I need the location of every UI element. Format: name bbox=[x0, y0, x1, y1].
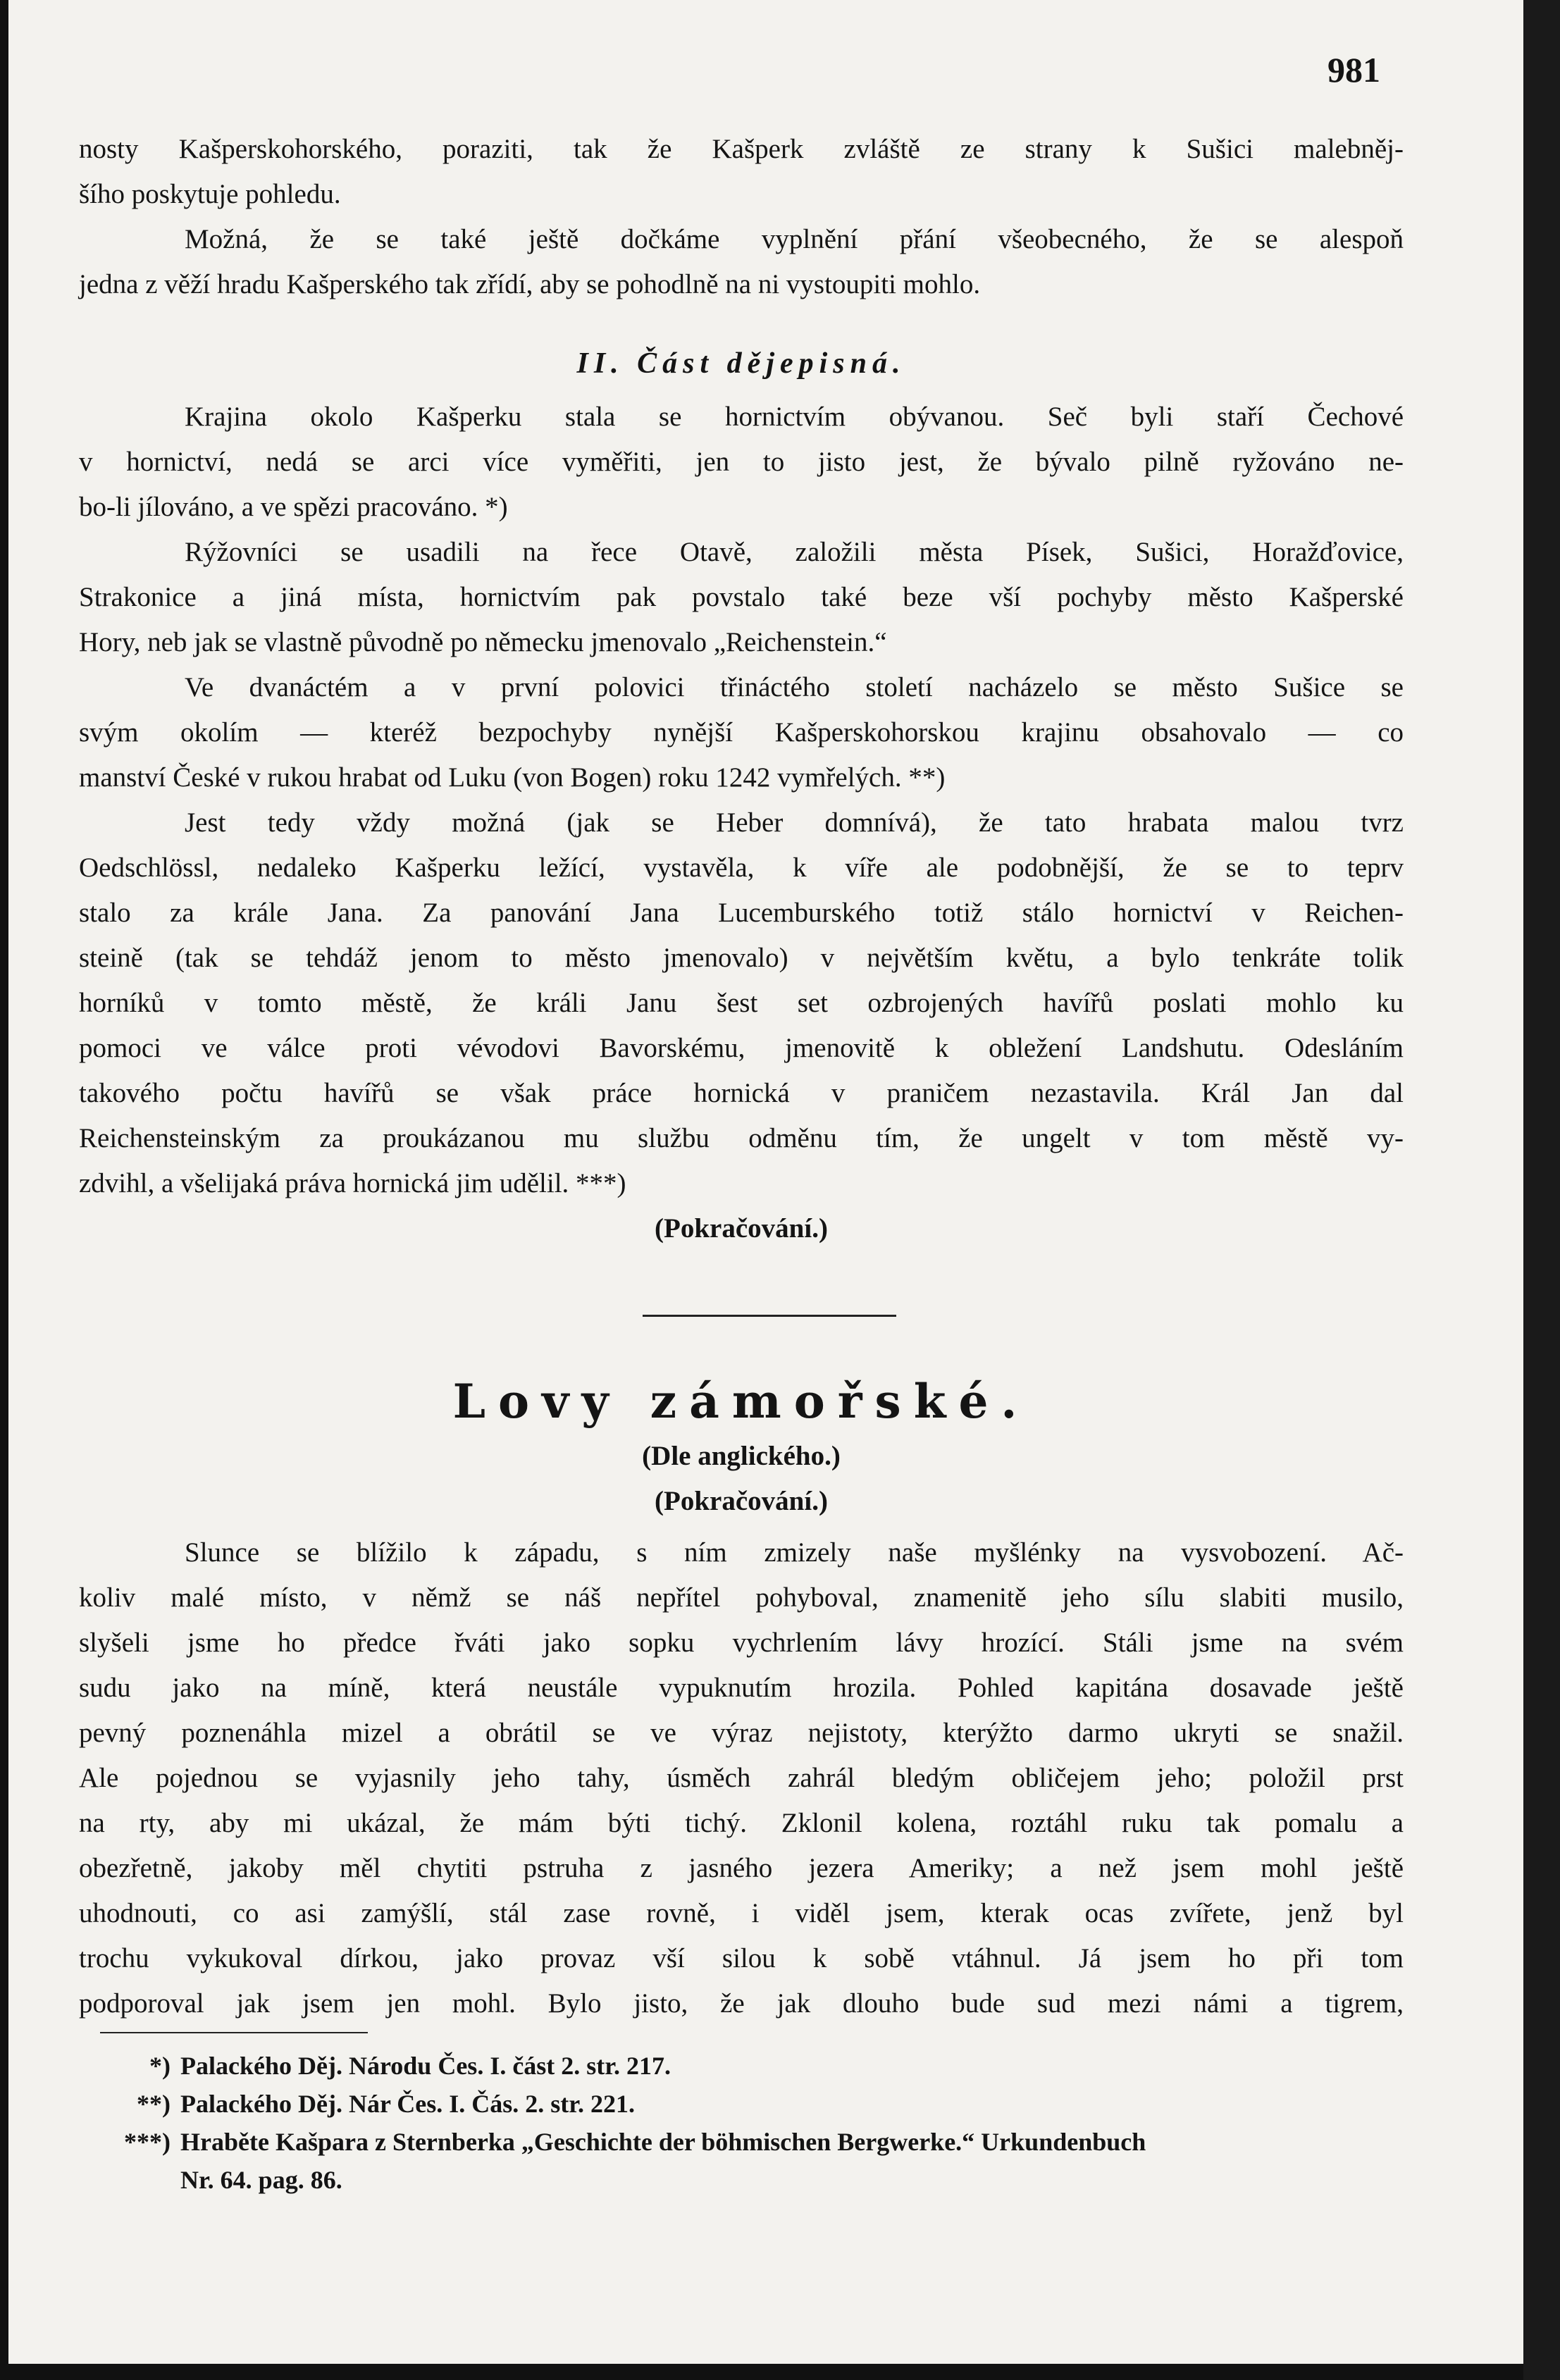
text-line: slyšeli jsme ho předce řváti jako sopku vychrlením lávy hrozící. Stáli jsme na svém bbox=[79, 1628, 1404, 1658]
text-line: horníků v tomto městě, že králi Janu šest set ozbrojených havířů poslati mohlo ku bbox=[79, 988, 1404, 1018]
text-line: Možná, že se také ještě dočkáme vyplnění přání všeobecného, že se alespoň bbox=[185, 224, 1404, 254]
text-line: Oedschlössl, nedaleko Kašperku ležící, vystavěla, k víře ale podobnější, že se to teprv bbox=[79, 853, 1404, 883]
text-line: Rýžovníci se usadili na řece Otavě, založili města Písek, Sušici, Horažďovice, bbox=[185, 537, 1404, 567]
footnote-rule bbox=[100, 2032, 368, 2033]
footnote-text: Hraběte Kašpara z Sternberka „Geschichte der böhmischen Bergwerke.“ Urkundenbuch bbox=[180, 2128, 1146, 2156]
footnote-text: Palackého Děj. Národu Čes. I. část 2. str. 217. bbox=[180, 2052, 671, 2080]
text-line: zdvihl, a všelijaká práva hornická jim udělil. ***) bbox=[79, 1168, 626, 1198]
text-line: Krajina okolo Kašperku stala se hornictvím obývanou. Seč byli staří Čechové bbox=[185, 402, 1404, 432]
footnote bbox=[79, 2123, 1418, 2161]
text-line: Slunce se blížilo k západu, s ním zmizely naše myšlénky na vysvobození. Ač- bbox=[185, 1537, 1404, 1568]
text-line: Jest tedy vždy možná (jak se Heber domnívá), že tato hrabata malou tvrz bbox=[185, 807, 1404, 838]
text-line: manství České v rukou hrabat od Luku (von Bogen) roku 1242 vymřelých. **) bbox=[79, 762, 946, 793]
footnote-text: Palackého Děj. Nár Čes. I. Čás. 2. str. 221. bbox=[180, 2090, 635, 2118]
continued-note: (Pokračování.) bbox=[655, 1213, 828, 1244]
text-line: Ve dvanáctém a v první polovici třináctého století nacházelo se město Sušice se bbox=[185, 672, 1404, 702]
text-line: takového počtu havířů se však práce hornická v praničem nezastavila. Král Jan dal bbox=[79, 1078, 1404, 1108]
article-subtitle: (Dle anglického.) bbox=[642, 1441, 841, 1471]
page-edge-shadow bbox=[1523, 0, 1560, 2380]
text-line: sudu jako na míně, která neustále vypuknutím hrozila. Pohled kapitána dosavade ještě bbox=[79, 1673, 1404, 1703]
text-line: Hory, neb jak se vlastně původně po německu jmenovalo „Reichenstein.“ bbox=[79, 627, 887, 657]
text-line: v hornictví, nedá se arci více vyměřiti, jen to jisto jest, že bývalo pilně ryžováno ne- bbox=[79, 447, 1404, 477]
text-line: bo-li jílováno, a ve spězi pracováno. *) bbox=[79, 492, 508, 522]
text-line: uhodnouti, co asi zamýšlí, stál zase rovně, i viděl jsem, kterak ocas zvířete, jenž byl bbox=[79, 1898, 1404, 1928]
separator-rule bbox=[643, 1315, 896, 1317]
story-paragraph bbox=[79, 1530, 1404, 2026]
article-subheadings bbox=[79, 1434, 1404, 1524]
article-title: Lovy zámořské. bbox=[452, 1374, 1030, 1429]
text-line: podporoval jak jsem jen mohl. Bylo jisto, že jak dlouho bude sud mezi námi a tigrem, bbox=[79, 1988, 1404, 2019]
footnote-mark: *) bbox=[149, 2052, 171, 2080]
text-line: stalo za krále Jana. Za panování Jana Lucemburského totiž stálo hornictví v Reichen- bbox=[79, 898, 1404, 928]
footnotes bbox=[79, 2047, 1418, 2199]
section-heading: II. Část dějepisná. bbox=[576, 347, 906, 380]
footnote-mark: ***) bbox=[124, 2128, 171, 2156]
text-line: na rty, aby mi ukázal, že mám býti tichý. Zklonil kolena, roztáhl ruku tak pomalu a bbox=[79, 1808, 1404, 1838]
history-paragraphs bbox=[79, 395, 1404, 1251]
text-line: Reichensteinským za proukázanou mu službu odměnu tím, že ungelt v tom městě vy- bbox=[79, 1123, 1404, 1153]
text-line: jedna z věží hradu Kašperského tak zřídí, aby se pohodlně na ni vystoupiti mohlo. bbox=[79, 269, 981, 299]
footnote bbox=[79, 2085, 1418, 2123]
text-line: pomoci ve válce proti vévodovi Bavorskému, jmenovitě k obležení Landshutu. Odesláním bbox=[79, 1033, 1404, 1063]
text-line: steině (tak se tehdáž jenom to město jmenovalo) v největším květu, a bylo tenkráte tolik bbox=[79, 943, 1404, 973]
text-line: Strakonice a jiná místa, hornictvím pak povstalo také beze vší pochyby město Kašperské bbox=[79, 582, 1404, 612]
text-line: Ale pojednou se vyjasnily jeho tahy, úsměch zahrál bledým obličejem jeho; položil prst bbox=[79, 1763, 1404, 1793]
footnote-continuation: Nr. 64. pag. 86. bbox=[180, 2166, 342, 2194]
text-line: trochu vykukoval dírkou, jako provaz vší silou k sobě vtáhnul. Já jsem ho při tom bbox=[79, 1943, 1404, 1973]
footnote-mark: **) bbox=[137, 2090, 171, 2118]
page-number: 981 bbox=[1327, 50, 1380, 89]
text-line: koliv malé místo, v němž se náš nepřítel pohyboval, znamenitě jeho sílu slabiti musilo, bbox=[79, 1582, 1404, 1613]
text-line: nosty Kašperskohorského, poraziti, tak že Kašperk zvláště ze strany k Sušici malebněj- bbox=[79, 134, 1404, 164]
text-line: obezřetně, jakoby měl chytiti pstruha z jasného jezera Ameriky; a než jsem mohl ještě bbox=[79, 1853, 1404, 1883]
intro-paragraphs bbox=[79, 127, 1404, 307]
text-line: pevný poznenáhla mizel a obrátil se ve výraz nejistoty, kterýžto darmo ukryti se snažil. bbox=[79, 1718, 1404, 1748]
text-line: svým okolím — kteréž bezpochyby nynější Kašperskohorskou krajinu obsahovalo — co bbox=[79, 717, 1404, 748]
continued-note: (Pokračování.) bbox=[655, 1486, 828, 1516]
footnote bbox=[79, 2047, 1418, 2085]
text-line: šího poskytuje pohledu. bbox=[79, 179, 341, 209]
book-page bbox=[8, 0, 1523, 2364]
